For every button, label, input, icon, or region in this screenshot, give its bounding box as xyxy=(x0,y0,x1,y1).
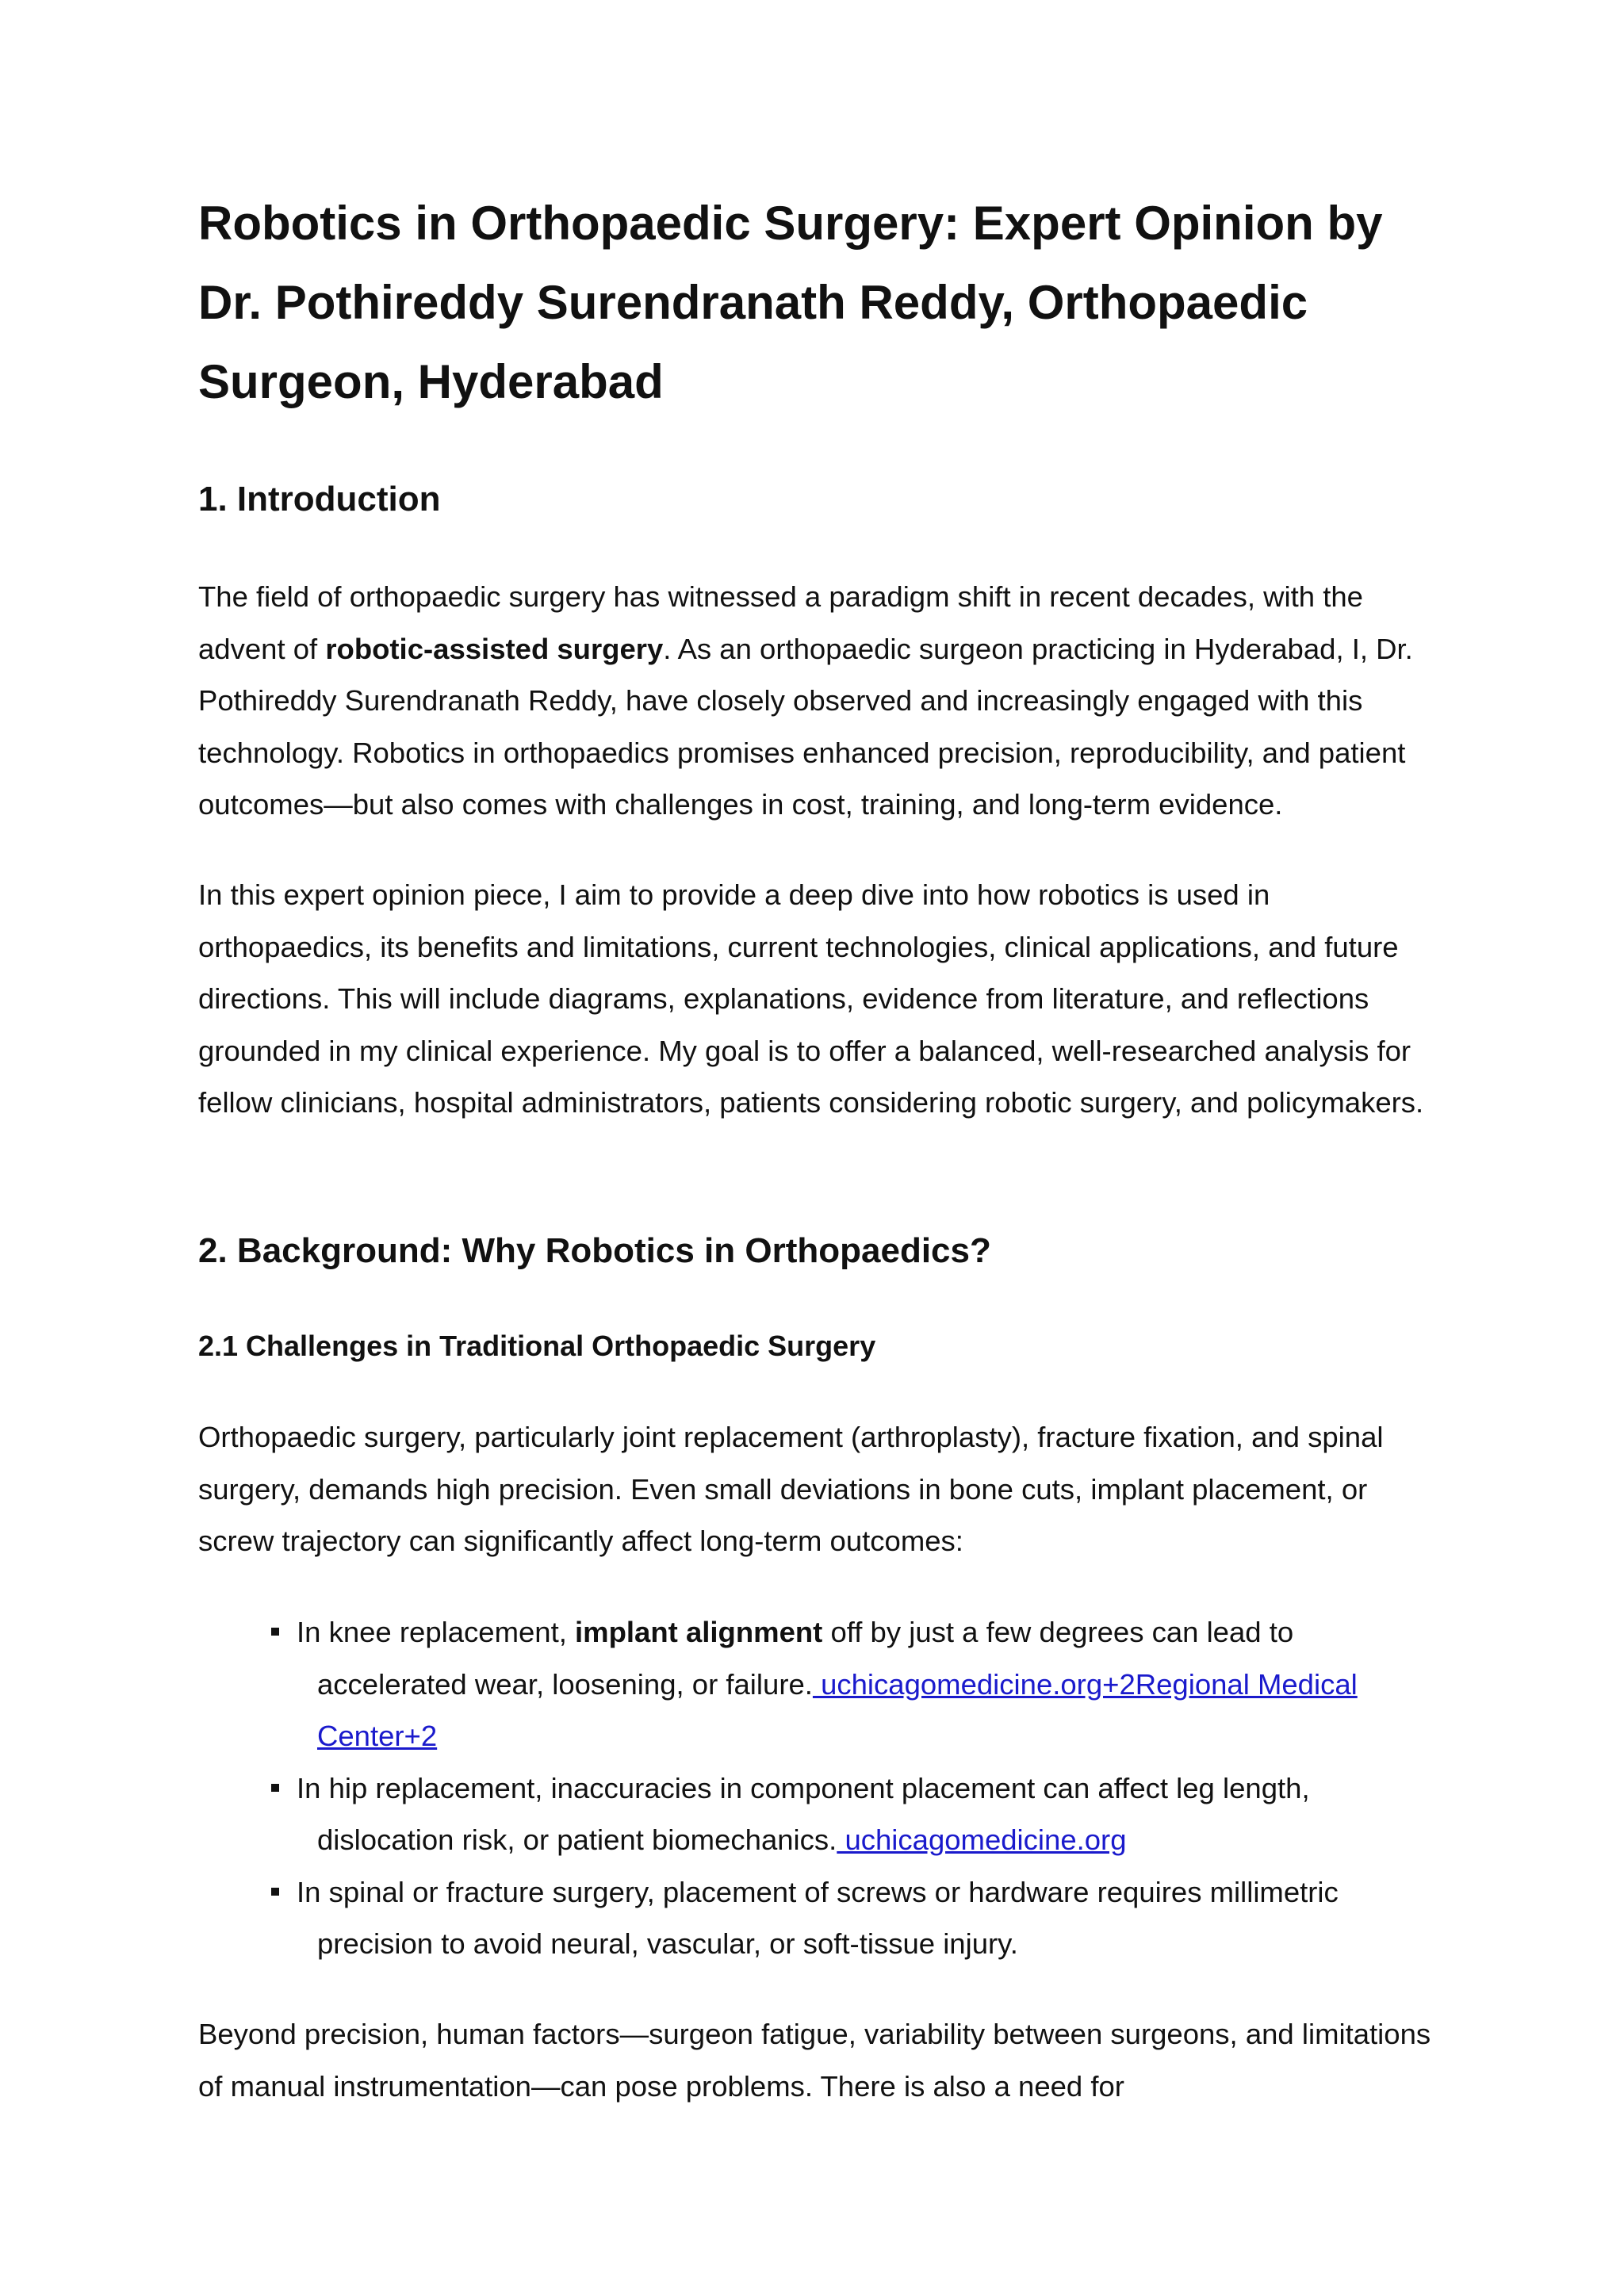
bullet-marker xyxy=(271,1784,279,1792)
reference-link-uchicago[interactable]: uchicagomedicine.org xyxy=(837,1823,1127,1856)
bullet-hip: In hip replacement, inaccuracies in component placement can affect leg length, dislocation risk, or patient biomechanics. uchicagomedicine.org xyxy=(198,1762,1443,1866)
reference-link-uchicago-regional[interactable]: uchicagomedicine.org+2Regional Medical Center+2 xyxy=(317,1667,1358,1752)
challenges-bullet-list xyxy=(198,1606,1443,1970)
bullet-marker xyxy=(271,1628,279,1636)
intro-paragraph-2: In this expert opinion piece, I aim to provide a deep dive into how robotics is used in orthopaedics, its benefits and limitations, current technologies, clinical applications, and future directions. This will include diagrams, explanations, evidence from literature, and reflections grounded in my clinical experience. My goal is to offer a balanced, well-researched analysis for fellow clinicians, hospital administrators, patients considering robotic surgery, and policymakers. xyxy=(198,878,1424,1119)
section-heading-introduction: 1. Introduction xyxy=(198,480,441,519)
precision-paragraph: Beyond precision, human factors—surgeon fatigue, variability between surgeons, and limitations of manual instrumentation—can pose problems. There is also a need for xyxy=(198,2018,1431,2103)
bullet-spinal: In spinal or fracture surgery, placement of screws or hardware requires millimetric precision to avoid neural, vascular, or soft-tissue injury. xyxy=(198,1866,1443,1970)
intro-paragraph-1: The field of orthopaedic surgery has witnessed a paradigm shift in recent decades, with the advent of robotic-assisted surgery. As an orthopaedic surgeon practicing in Hyderabad, I, Dr. Pothireddy Surendranath Reddy, have closely observed and increasingly engaged with this technology. Robotics in orthopaedics promises enhanced precision, reproducibility, and patient outcomes—but also comes with challenges in cost, training, and long-term evidence. xyxy=(198,580,1413,821)
section-heading-background: 2. Background: Why Robotics in Orthopaedics? xyxy=(198,1231,991,1270)
subsection-heading-challenges: 2.1 Challenges in Traditional Orthopaedic Surgery xyxy=(198,1330,876,1362)
document-title: Robotics in Orthopaedic Surgery: Expert Opinion by Dr. Pothireddy Surendranath Reddy, Orthopaedic Surgeon, Hyderabad xyxy=(198,197,1383,408)
challenges-paragraph: Orthopaedic surgery, particularly joint replacement (arthroplasty), fracture fixation, and spinal surgery, demands high precision. Even small deviations in bone cuts, implant placement, or screw trajectory can significantly affect long-term outcomes: xyxy=(198,1421,1384,1557)
bullet-marker xyxy=(271,1888,279,1896)
bullet-knee: In knee replacement, implant alignment off by just a few degrees can lead to accelerated wear, loosening, or failure. uchicagomedicine.org+2Regional Medical Center+2 xyxy=(198,1606,1443,1762)
